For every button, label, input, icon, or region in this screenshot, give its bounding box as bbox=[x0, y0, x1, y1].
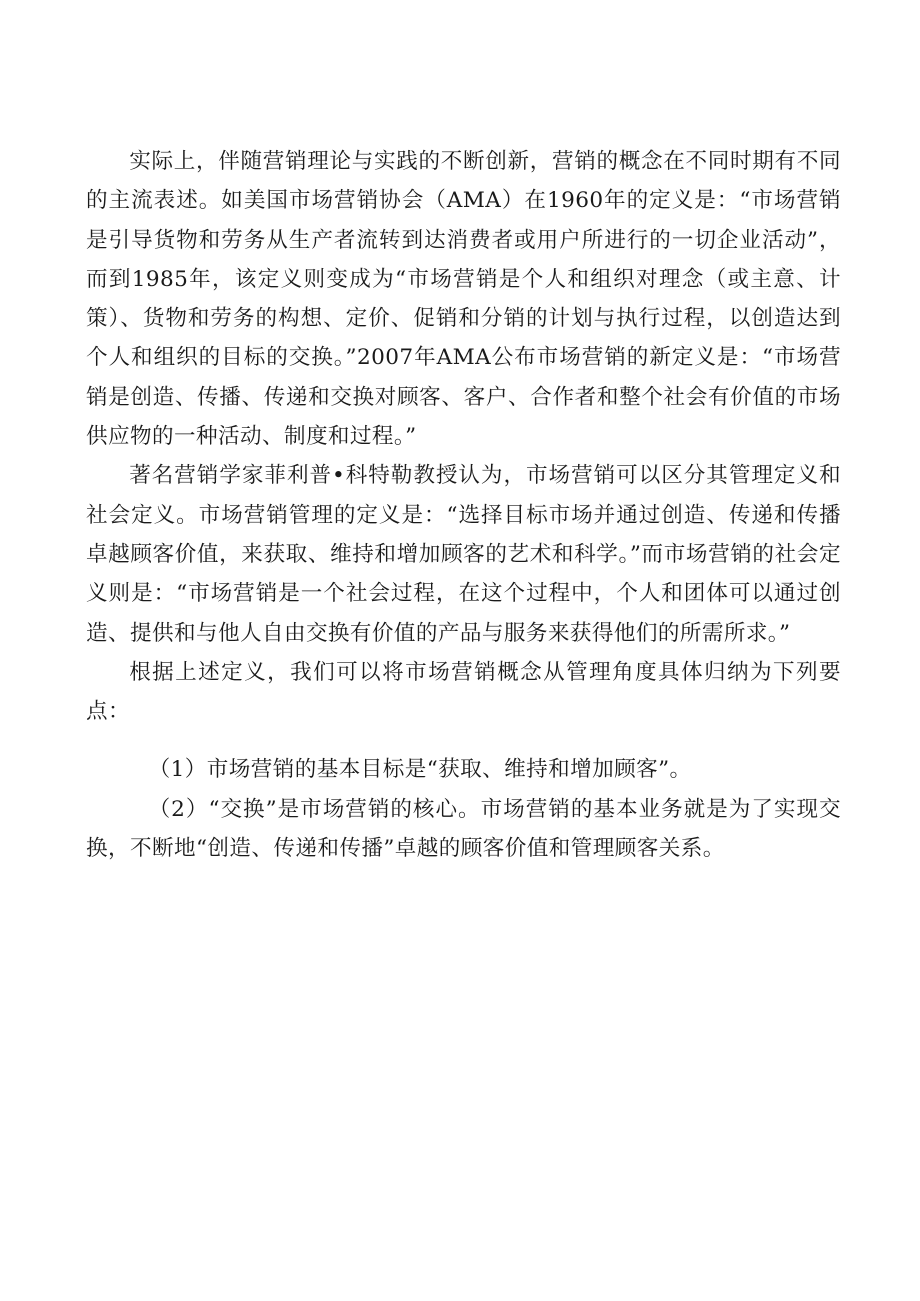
paragraph-kotler-definition: 著名营销学家菲利普•科特勒教授认为，市场营销可以区分其管理定义和社会定义。市场营销管理的定义是：“选择目标市场并通过创造、传递和传播卓越顾客价值，来获取、维持和增加顾客的艺术和科学。”而市场营销的社会定义则是：“市场营销是一个社会过程，在这个过程中，个人和团体可以通过创造、提供和与他人自由交换有价值的产品与服务来获得他们的所需所求。” bbox=[86, 463, 841, 646]
list-item-1: （1）市场营销的基本目标是“获取、维持和增加顾客”。 bbox=[148, 757, 692, 783]
paragraph-summary-intro: 根据上述定义，我们可以将市场营销概念从管理角度具体归纳为下列要点： bbox=[86, 659, 841, 725]
document-body bbox=[86, 142, 841, 868]
paragraph-marketing-definitions: 实际上，伴随营销理论与实践的不断创新，营销的概念在不同时期有不同的主流表述。如美国市场营销协会（AMA）在1960年的定义是：“市场营销是引导货物和劳务从生产者流转到达消费者或用户所进行的一切企业活动”，而到1985年，该定义则变成为“市场营销是个人和组织对理念（或主意、计策）、货物和劳务的构想、定价、促销和分销的计划与执行过程，以创造达到个人和组织的目标的交换。”2007年AMA公布市场营销的新定义是：“市场营销是创造、传播、传递和交换对顾客、客户、合作者和整个社会有价值的市场供应物的一种活动、制度和过程。” bbox=[86, 149, 841, 450]
list-item-2: （2）“交换”是市场营销的核心。市场营销的基本业务就是为了实现交换，不断地“创造、传递和传播”卓越的顾客价值和管理顾客关系。 bbox=[86, 796, 841, 862]
